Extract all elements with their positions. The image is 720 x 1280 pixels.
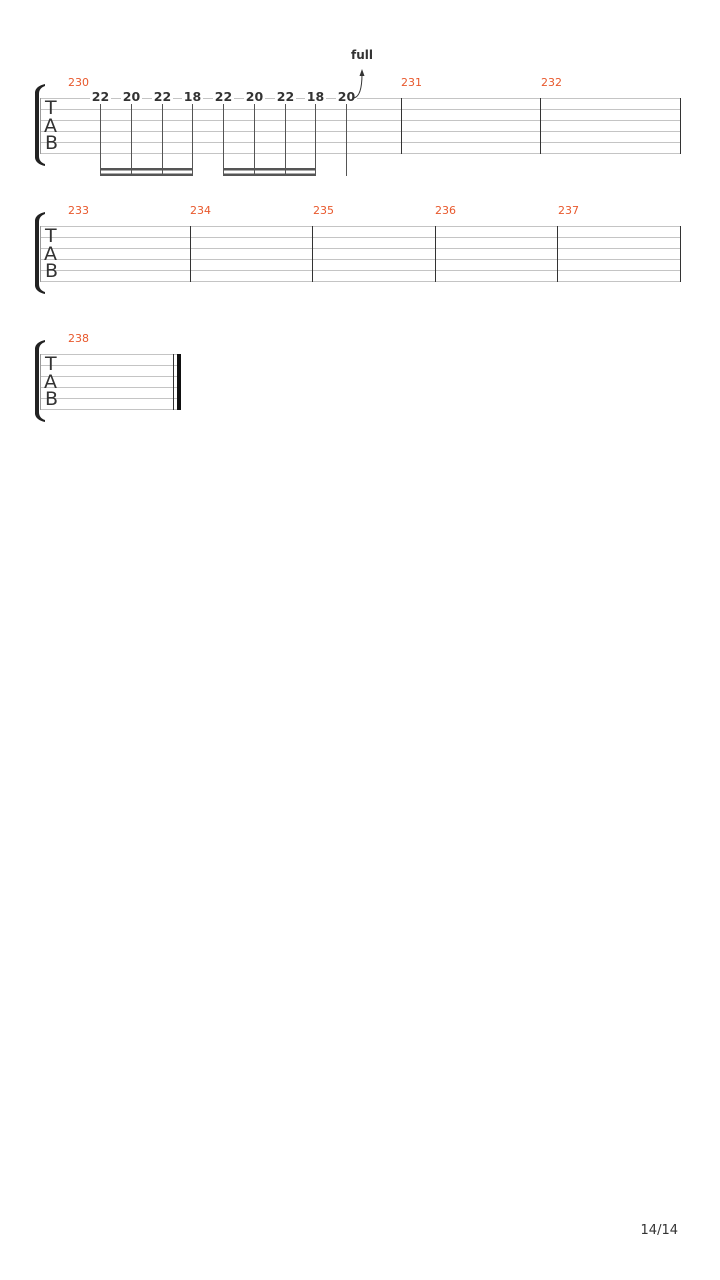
system-3: [35, 332, 181, 422]
tab-clef-a: A: [44, 115, 57, 137]
tab-clef-t: T: [45, 97, 57, 119]
tab-clef-b: B: [45, 260, 59, 282]
bend-label: full: [351, 48, 373, 62]
tab-clef-b: B: [45, 132, 59, 154]
staff-lines: [40, 227, 680, 282]
final-barline-thick: [177, 354, 181, 410]
measure-number: 238: [68, 332, 89, 345]
system-2: [35, 204, 681, 294]
measure-number: 236: [435, 204, 456, 217]
system-1: [35, 48, 681, 176]
fret-number: 20: [122, 89, 141, 104]
staff-lines: [40, 355, 178, 410]
fret-number: 22: [214, 89, 233, 104]
fret-number: 18: [306, 89, 325, 104]
measure-number: 230: [68, 76, 89, 89]
fret-number: 22: [276, 89, 295, 104]
fret-number: 18: [183, 89, 202, 104]
measure-number: 234: [190, 204, 211, 217]
fret-number: 20: [337, 89, 356, 104]
page-number: 14/14: [640, 1223, 678, 1238]
fret-number: 20: [245, 89, 264, 104]
tab-clef-a: A: [44, 371, 57, 393]
note-stems: [101, 104, 347, 176]
measure-number: 235: [313, 204, 334, 217]
measure-number: 231: [401, 76, 422, 89]
measure-number: 232: [541, 76, 562, 89]
staff-lines: [40, 99, 680, 154]
tab-clef-a: A: [44, 243, 57, 265]
tab-clef-t: T: [45, 353, 57, 375]
measure-number: 233: [68, 204, 89, 217]
fret-number: 22: [91, 89, 110, 104]
tab-clef-b: B: [45, 388, 59, 410]
note-beams: [100, 168, 316, 176]
fret-number: 22: [153, 89, 172, 104]
bend-arrow-icon: [360, 69, 365, 76]
tab-clef-t: T: [45, 225, 57, 247]
measure-number: 237: [558, 204, 579, 217]
